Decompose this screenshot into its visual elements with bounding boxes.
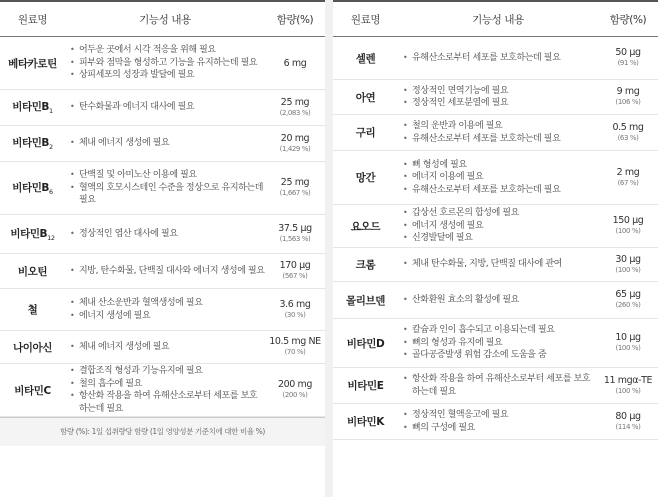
amount-value: 20 mg xyxy=(280,132,310,144)
header-desc: 기능성 내용 xyxy=(472,13,524,26)
table-row xyxy=(333,319,658,368)
amount-value: 9 mg xyxy=(616,86,640,97)
amount-value: 6 mg xyxy=(283,57,307,69)
ingredient-name-text: 비타민D xyxy=(346,337,385,350)
function-item: • 뼈 형성에 필요 xyxy=(400,159,598,172)
amount-value: 2 mg xyxy=(616,166,640,178)
left-table xyxy=(0,0,325,446)
function-item: • 에너지 이용에 필요 xyxy=(400,171,598,184)
function-item: • 지방, 탄수화물, 단백질 대사와 에너지 생성에 필요 xyxy=(67,265,265,278)
table-row xyxy=(0,162,325,215)
amount-cell xyxy=(598,167,658,189)
amount-percent: (200 %) xyxy=(282,391,308,399)
table-row xyxy=(0,215,325,254)
amount-percent: (67 %) xyxy=(617,178,639,187)
function-item: • 체내 에너지 생성에 필요 xyxy=(67,137,265,150)
amount-value: 25 mg xyxy=(280,96,310,108)
ingredient-name-text: 크롬 xyxy=(355,259,376,271)
function-item: • 단백질 및 아미노산 이용에 필요 xyxy=(67,169,265,182)
ingredient-name-text: 베타카로틴 xyxy=(8,57,57,70)
amount-cell xyxy=(265,177,325,199)
function-item: • 유해산소로부터 세포를 보호하는데 필요 xyxy=(400,133,598,146)
amount-cell xyxy=(598,411,658,433)
function-item: • 체내 탄수화물, 지방, 단백질 대사에 관여 xyxy=(400,258,598,271)
function-item: • 혈액의 호모시스테인 수준을 정상으로 유지하는데 필요 xyxy=(67,182,265,207)
table-row xyxy=(0,331,325,364)
ingredient-name-text: 요오드 xyxy=(350,220,381,233)
ingredient-name-text: 셀렌 xyxy=(355,52,376,65)
header-desc: 기능성 내용 xyxy=(139,13,191,26)
ingredient-name-text: 비오틴 xyxy=(17,265,48,278)
amount-percent: (70 %) xyxy=(284,348,306,356)
table-row xyxy=(333,404,658,440)
function-item: • 어두운 곳에서 시각 적응을 위해 필요 xyxy=(67,44,265,57)
ingredient-name-text: 망간 xyxy=(355,172,376,184)
ingredient-name xyxy=(333,414,398,429)
ingredient-name xyxy=(333,90,398,105)
function-list xyxy=(65,137,265,150)
function-item: • 갑상선 호르몬의 합성에 필요 xyxy=(400,207,598,220)
ingredient-name-text: 비타민B xyxy=(12,181,50,194)
left-table-body xyxy=(0,37,325,417)
ingredient-name-text: 구리 xyxy=(355,127,376,139)
amount-cell xyxy=(265,97,325,119)
function-item: • 철의 흡수에 필요 xyxy=(67,378,265,391)
function-list xyxy=(398,324,598,362)
table-row xyxy=(333,282,658,319)
amount-cell xyxy=(598,215,658,237)
ingredient-name xyxy=(0,99,65,115)
ingredient-name-subscript: 1 xyxy=(49,107,53,116)
function-list xyxy=(65,365,265,415)
function-item: • 뼈의 형성과 유지에 필요 xyxy=(400,337,598,350)
amount-percent: (1,563 %) xyxy=(279,235,311,243)
amount-cell xyxy=(265,260,325,282)
amount-percent: (1,667 %) xyxy=(279,189,311,197)
amount-cell xyxy=(598,375,658,397)
table-row xyxy=(333,368,658,404)
amount-cell xyxy=(265,223,325,245)
amount-cell xyxy=(598,332,658,354)
ingredient-name-subscript: 12 xyxy=(47,234,55,243)
amount-percent: (260 %) xyxy=(615,301,641,309)
ingredient-name xyxy=(0,383,65,398)
table-row xyxy=(333,248,658,282)
function-list xyxy=(65,44,265,82)
amount-percent: (30 %) xyxy=(284,310,306,319)
header-amount: 함량(%) xyxy=(609,13,647,26)
function-item: • 뼈의 구성에 필요 xyxy=(400,422,598,435)
function-list xyxy=(65,297,265,322)
ingredient-name-text: 철 xyxy=(27,304,38,316)
function-item: • 항산화 작용을 하여 유해산소로부터 세포를 보호하는데 필요 xyxy=(400,373,598,398)
amount-percent: (100 %) xyxy=(615,265,641,274)
ingredient-name xyxy=(333,219,398,234)
amount-value: 200 mg xyxy=(277,379,313,390)
ingredient-name xyxy=(333,378,398,393)
ingredient-name xyxy=(0,135,65,151)
ingredient-name-subscript: 6 xyxy=(49,188,53,197)
table-row xyxy=(333,115,658,151)
ingredient-name xyxy=(333,257,398,272)
ingredient-name-text: 나이아신 xyxy=(13,341,52,354)
ingredient-name xyxy=(333,336,398,351)
amount-value: 10 µg xyxy=(615,332,641,343)
function-item: • 에너지 생성에 필요 xyxy=(67,310,265,323)
amount-cell xyxy=(265,133,325,155)
header-amount: 함량(%) xyxy=(276,13,314,26)
ingredient-name-text: 비타민E xyxy=(347,380,384,392)
amount-percent: (100 %) xyxy=(615,344,641,352)
amount-value: 80 µg xyxy=(615,410,641,422)
function-list xyxy=(398,207,598,245)
amount-percent: (567 %) xyxy=(282,272,308,280)
function-item: • 유해산소로부터 세포를 보호하는데 필요 xyxy=(400,52,598,65)
ingredient-name-text: 비타민B xyxy=(10,227,48,240)
header-name: 원료명 xyxy=(17,13,48,26)
amount-value: 170 µg xyxy=(279,260,311,271)
ingredient-name xyxy=(333,170,398,185)
function-item: • 정상적인 혈액응고에 필요 xyxy=(400,409,598,422)
function-item: • 철의 운반과 이용에 필요 xyxy=(400,120,598,133)
function-list xyxy=(398,159,598,197)
table-row xyxy=(0,364,325,417)
amount-cell xyxy=(265,379,325,401)
amount-percent: (2,083 %) xyxy=(279,108,311,117)
function-list xyxy=(65,101,265,114)
function-item: • 탄수화물과 에너지 대사에 필요 xyxy=(67,101,265,114)
amount-value: 30 µg xyxy=(615,253,641,265)
function-item: • 정상적인 세포분열에 필요 xyxy=(400,97,598,110)
amount-percent: (91 %) xyxy=(617,59,639,67)
function-item: • 신경발달에 필요 xyxy=(400,232,598,245)
function-item: • 항산화 작용을 하여 유해산소로부터 세포를 보호하는데 필요 xyxy=(67,390,265,415)
function-list xyxy=(398,85,598,110)
table-row xyxy=(0,289,325,331)
ingredient-name xyxy=(0,180,65,196)
function-list xyxy=(65,169,265,207)
table-row xyxy=(0,254,325,289)
ingredient-name xyxy=(0,302,65,317)
amount-percent: (100 %) xyxy=(615,386,641,395)
amount-cell xyxy=(598,289,658,311)
ingredient-name xyxy=(333,293,398,308)
amount-value: 10.5 mg NE xyxy=(269,336,321,347)
amount-value: 11 mgα-TE xyxy=(603,374,653,386)
table-row xyxy=(0,90,325,126)
amount-cell xyxy=(265,299,325,321)
amount-value: 65 µg xyxy=(615,289,641,300)
ingredient-name xyxy=(0,340,65,355)
amount-percent: (63 %) xyxy=(617,133,639,142)
function-list xyxy=(398,409,598,434)
function-item: • 결합조직 형성과 기능유지에 필요 xyxy=(67,365,265,378)
amount-value: 150 µg xyxy=(612,215,644,226)
function-list xyxy=(398,294,598,307)
amount-value: 50 µg xyxy=(615,47,641,58)
function-item: • 정상적인 엽산 대사에 필요 xyxy=(67,228,265,241)
amount-cell xyxy=(265,58,325,69)
right-table xyxy=(333,0,658,440)
table-header xyxy=(333,0,658,37)
amount-value: 0.5 mg xyxy=(612,121,644,133)
table-row xyxy=(0,37,325,90)
ingredient-name-text: 아연 xyxy=(355,91,376,104)
amount-percent: (1,429 %) xyxy=(279,144,311,153)
function-item: • 피부와 점막을 형성하고 기능을 유지하는데 필요 xyxy=(67,57,265,70)
function-list xyxy=(398,120,598,145)
function-item: • 유해산소로부터 세포를 보호하는데 필요 xyxy=(400,184,598,197)
function-list xyxy=(65,228,265,241)
function-list xyxy=(398,52,598,65)
function-item: • 체내 산소운반과 혈액생성에 필요 xyxy=(67,297,265,310)
amount-cell xyxy=(598,122,658,144)
right-table-body xyxy=(333,37,658,440)
ingredient-name xyxy=(0,264,65,279)
ingredient-name-subscript: 2 xyxy=(49,143,53,152)
amount-cell xyxy=(598,254,658,276)
function-item: • 칼슘과 인이 흡수되고 이용되는데 필요 xyxy=(400,324,598,337)
function-list xyxy=(65,265,265,278)
function-item: • 산화환원 효소의 활성에 필요 xyxy=(400,294,598,307)
table-row xyxy=(0,126,325,162)
table-header xyxy=(0,0,325,37)
table-row xyxy=(333,151,658,205)
ingredient-name xyxy=(333,51,398,66)
ingredient-name-text: 비타민C xyxy=(14,384,51,397)
amount-cell xyxy=(265,336,325,358)
amount-percent: (114 %) xyxy=(615,422,641,431)
ingredient-name-text: 몰리브덴 xyxy=(346,294,385,307)
amount-cell xyxy=(598,86,658,108)
panel-divider xyxy=(325,0,333,497)
header-name: 원료명 xyxy=(350,13,381,26)
amount-percent: (106 %) xyxy=(615,98,641,106)
function-item: • 골다공증발생 위험 감소에 도움을 줌 xyxy=(400,349,598,362)
function-item: • 상피세포의 성장과 발달에 필요 xyxy=(67,69,265,82)
ingredient-name-text: 비타민B xyxy=(12,101,50,114)
ingredient-name xyxy=(333,125,398,140)
amount-value: 25 mg xyxy=(280,177,310,188)
function-item: • 에너지 생성에 필요 xyxy=(400,220,598,233)
amount-cell xyxy=(598,47,658,69)
ingredient-name xyxy=(0,226,65,242)
amount-percent: (100 %) xyxy=(615,227,641,235)
table-row xyxy=(333,37,658,80)
function-list xyxy=(65,341,265,354)
amount-value: 3.6 mg xyxy=(279,298,311,310)
table-row xyxy=(333,80,658,115)
function-item: • 체내 에너지 생성에 필요 xyxy=(67,341,265,354)
footnote: 함량 (%): 1일 섭취량당 함량 (1일 영양성분 기준치에 대한 비율 %) xyxy=(0,417,325,446)
ingredient-name-text: 비타민K xyxy=(347,416,384,428)
ingredient-name-text: 비타민B xyxy=(12,137,50,150)
function-list xyxy=(398,373,598,398)
table-row xyxy=(333,205,658,248)
ingredient-name xyxy=(0,56,65,71)
amount-value: 37.5 µg xyxy=(278,223,312,234)
function-item: • 정상적인 면역기능에 필요 xyxy=(400,85,598,98)
function-list xyxy=(398,258,598,271)
